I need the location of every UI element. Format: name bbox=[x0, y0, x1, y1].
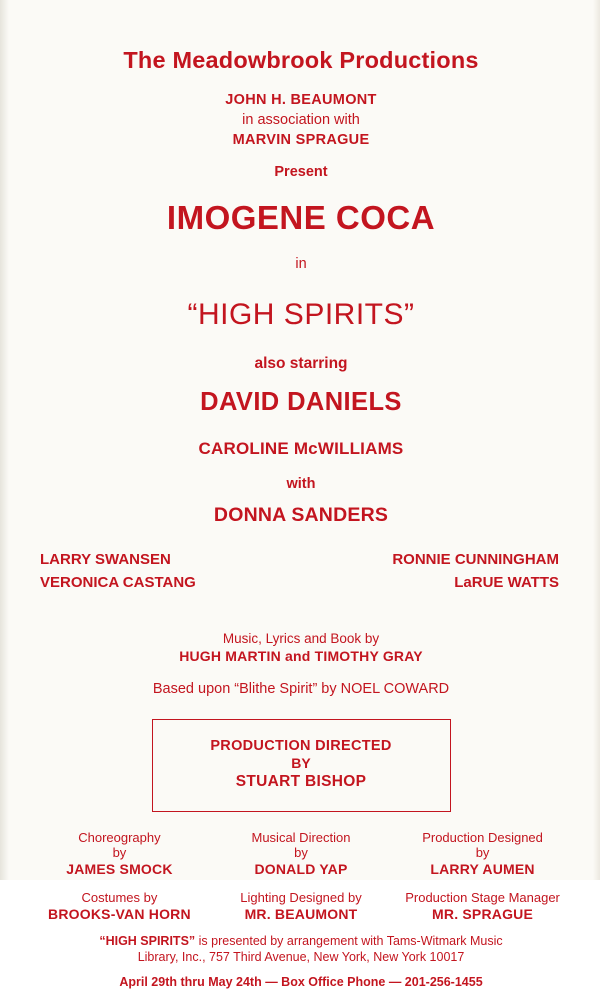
ensemble-column-right bbox=[392, 548, 559, 595]
staff-by-label: by bbox=[475, 844, 490, 860]
producer-company-title: The Meadowbrook Productions bbox=[123, 47, 479, 73]
arrangement-line-2: Library, Inc., 757 Third Avenue, New York, New York 10017 bbox=[137, 950, 465, 965]
staff-credit-choreography bbox=[30, 830, 209, 877]
production-directed-label: PRODUCTION DIRECTED bbox=[210, 737, 392, 754]
associate-name: MARVIN SPRAGUE bbox=[232, 132, 370, 148]
ensemble-member: RONNIE CUNNINGHAM bbox=[392, 551, 559, 568]
present-label: Present bbox=[274, 164, 328, 180]
staff-credit-musical-direction bbox=[212, 830, 391, 877]
arrangement-notice bbox=[10, 933, 592, 967]
featured-performer-1: CAROLINE McWILLIAMS bbox=[198, 439, 404, 458]
based-upon-line: Based upon “Blithe Spirit” by NOEL COWARD bbox=[152, 680, 450, 697]
staff-credits-row-1 bbox=[10, 830, 592, 877]
ensemble-cast-list bbox=[10, 548, 592, 595]
staff-by-label: by bbox=[112, 844, 127, 860]
arrangement-line-1-rest: is presented by arrangement with Tams-Witmark Music bbox=[195, 933, 503, 948]
music-credit-names: HUGH MARTIN and TIMOTHY GRAY bbox=[179, 647, 423, 664]
arrangement-line-1 bbox=[10, 933, 592, 950]
staff-credit-costumes bbox=[30, 890, 209, 922]
in-label: in bbox=[295, 256, 307, 272]
staff-name: MR. SPRAGUE bbox=[432, 905, 534, 922]
staff-credit-stage-manager bbox=[393, 890, 572, 922]
staff-credit-production-designed bbox=[393, 830, 572, 877]
staff-name: MR. BEAUMONT bbox=[244, 905, 358, 922]
arrangement-show-title: “HIGH SPIRITS” bbox=[99, 933, 196, 948]
staff-role: Production Stage Manager bbox=[405, 889, 560, 905]
staff-role: Costumes by bbox=[81, 889, 158, 905]
production-direction-box bbox=[152, 719, 451, 812]
show-title: “HIGH SPIRITS” bbox=[187, 298, 415, 331]
playbill-content bbox=[10, 0, 592, 989]
staff-name: LARRY AUMEN bbox=[430, 860, 535, 877]
staff-role: Musical Direction bbox=[251, 829, 351, 845]
staff-role: Lighting Designed by bbox=[240, 889, 362, 905]
ensemble-column-left bbox=[40, 548, 196, 595]
star-name: IMOGENE COCA bbox=[166, 199, 436, 236]
staff-name: JAMES SMOCK bbox=[66, 860, 173, 877]
ensemble-member: VERONICA CASTANG bbox=[40, 574, 196, 592]
staff-name: DONALD YAP bbox=[254, 860, 348, 877]
production-directed-by-label: BY bbox=[291, 754, 311, 771]
staff-role: Production Designed bbox=[422, 829, 543, 845]
staff-name: BROOKS-VAN HORN bbox=[48, 905, 191, 922]
producer-name: JOHN H. BEAUMONT bbox=[225, 92, 377, 108]
staff-role: Choreography bbox=[78, 829, 161, 845]
featured-performer-2: DONNA SANDERS bbox=[213, 504, 389, 526]
director-name: STUART BISHOP bbox=[235, 772, 367, 790]
association-line: in association with bbox=[242, 112, 360, 128]
staff-credits-row-2 bbox=[10, 890, 592, 922]
ensemble-member: LARRY SWANSEN bbox=[40, 551, 171, 568]
ensemble-member: LaRUE WATTS bbox=[454, 574, 559, 592]
staff-by-label: by bbox=[294, 844, 308, 860]
costar-name: DAVID DANIELS bbox=[200, 388, 402, 416]
also-starring-label: also starring bbox=[254, 355, 348, 372]
run-dates-and-box-office: April 29th thru May 24th — Box Office Phone — 201-256-1455 bbox=[119, 975, 483, 989]
staff-credit-lighting bbox=[212, 890, 391, 922]
with-label: with bbox=[286, 476, 316, 492]
music-credit-label: Music, Lyrics and Book by bbox=[222, 630, 380, 646]
